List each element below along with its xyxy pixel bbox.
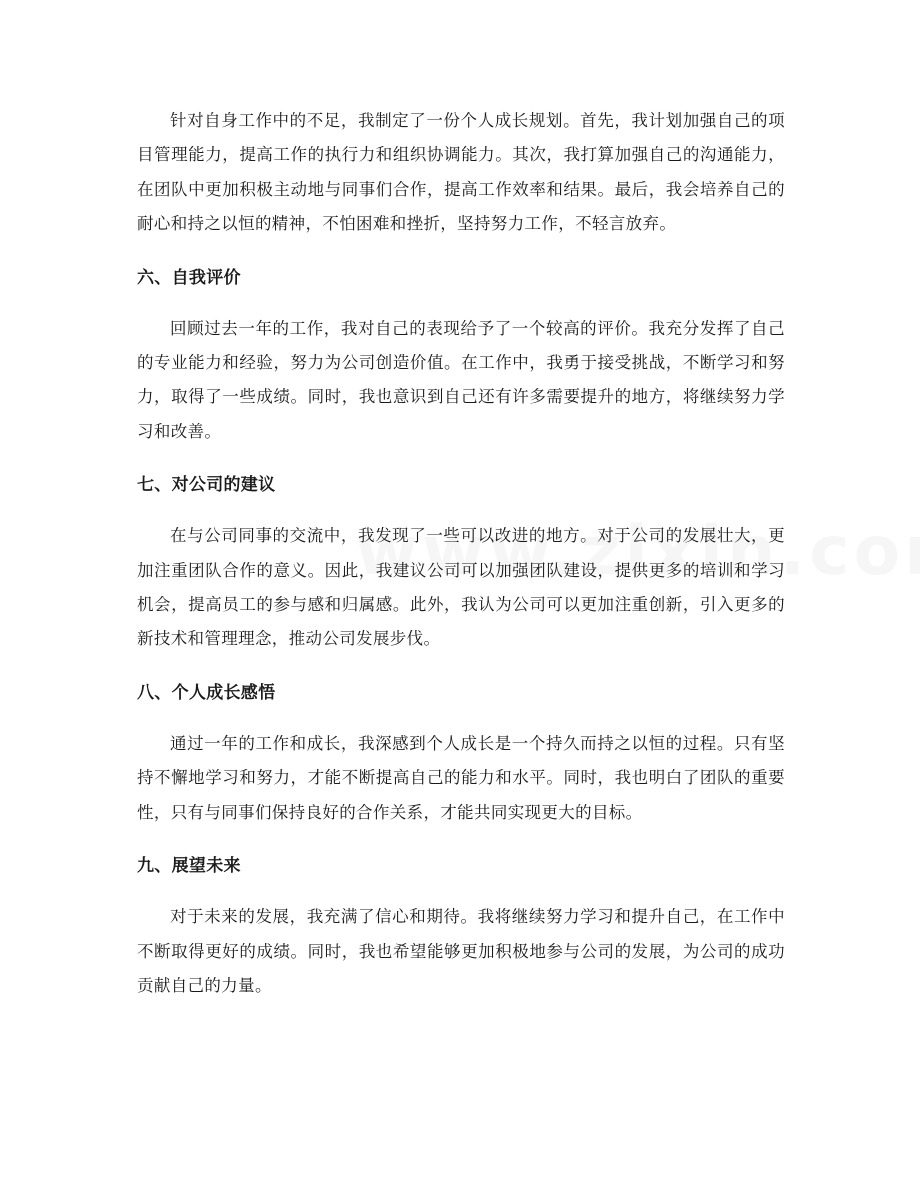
paragraph-future-outlook: 对于未来的发展，我充满了信心和期待。我将继续努力学习和提升自己，在工作中不断取得更好的成绩。同时，我也希望能够更加积极地参与公司的发展，为公司的成功贡献自己的力量。 [137,907,785,995]
paragraph-growth-plan: 针对自身工作中的不足，我制定了一份个人成长规划。首先，我计划加强自己的项目管理能力，提高工作的执行力和组织协调能力。其次，我打算加强自己的沟通能力，在团队中更加积极主动地与同事们合作，提高工作效率和结果。最后，我会培养自己的耐心和持之以恒的精神，不怕困难和挫折，坚持努力工作，不轻言放弃。 [137,111,785,234]
section-heading-future-outlook: 九、展望未来 [137,856,241,877]
section-heading-company-suggestions: 七、对公司的建议 [137,475,276,496]
paragraph-company-suggestions: 在与公司同事的交流中，我发现了一些可以改进的地方。对于公司的发展壮大，更加注重团队合作的意义。因此，我建议公司可以加强团队建设，提供更多的培训和学习机会，提高员工的参与感和归属感。此外，我认为公司可以更加注重创新，引入更多的新技术和管理理念，推动公司发展步伐。 [137,526,785,649]
paragraph-growth-insights: 通过一年的工作和成长，我深感到个人成长是一个持久而持之以恒的过程。只有坚持不懈地学习和努力，才能不断提高自己的能力和水平。同时，我也明白了团队的重要性，只有与同事们保持良好的合作关系，才能共同实现更大的目标。 [137,733,785,822]
document-body [137,104,785,1003]
section-heading-self-evaluation: 六、自我评价 [137,267,241,288]
section-heading-growth-insights: 八、个人成长感悟 [137,682,276,703]
paragraph-self-evaluation: 回顾过去一年的工作，我对自己的表现给予了一个较高的评价。我充分发挥了自己的专业能力和经验，努力为公司创造价值。在工作中，我勇于接受挑战，不断学习和努力，取得了一些成绩。同时，我也意识到自己还有许多需要提升的地方，将继续努力学习和改善。 [137,318,785,441]
